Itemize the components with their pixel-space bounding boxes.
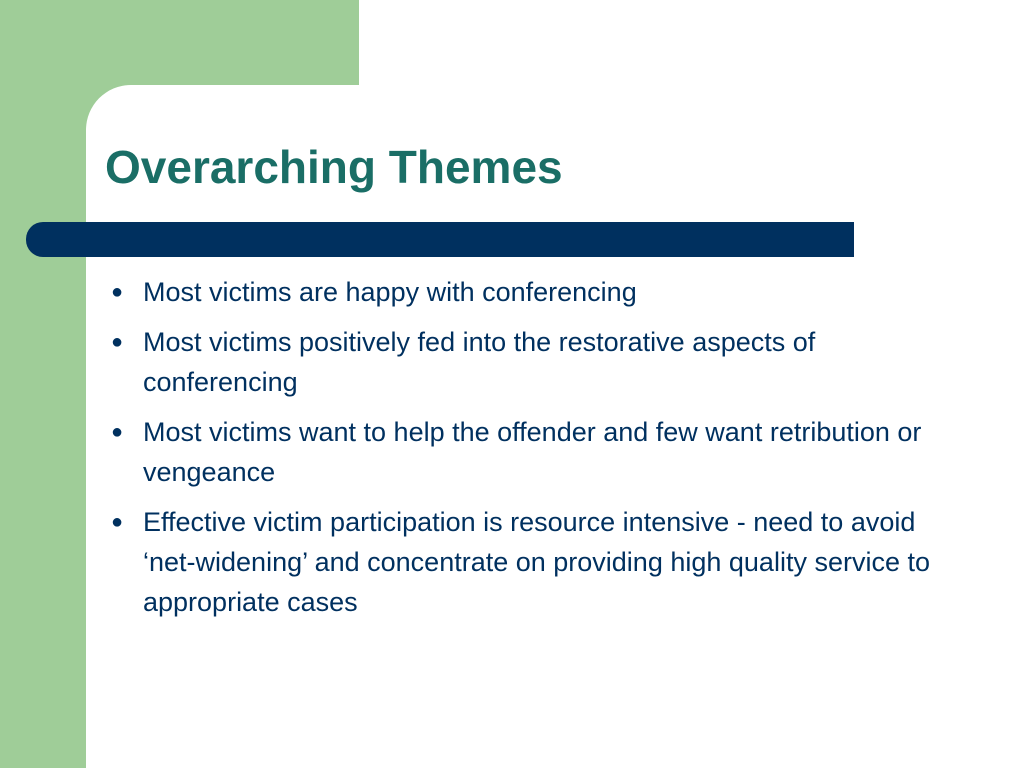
bullet-dot-icon: ● [111,331,124,353]
bullet-text: Effective victim participation is resource intensive - need to avoid ‘net-widening’ and concentrate on providing high quality service to appropriate cases [143,507,930,617]
bullet-text: Most victims want to help the offender and few want retribution or vengeance [143,417,922,487]
slide-title: Overarching Themes [105,141,563,193]
bullet-dot-icon: ● [111,511,124,533]
bullet-list [105,272,935,632]
bullet-text: Most victims are happy with conferencing [143,277,637,307]
title-underline-bar [26,222,854,257]
bullet-item [105,502,935,622]
bullet-item [105,412,935,492]
bullet-item [105,322,935,402]
bullet-text: Most victims positively fed into the restorative aspects of conferencing [143,327,816,397]
bullet-dot-icon: ● [111,421,124,443]
bullet-item [105,272,935,312]
bullet-dot-icon: ● [111,281,124,303]
